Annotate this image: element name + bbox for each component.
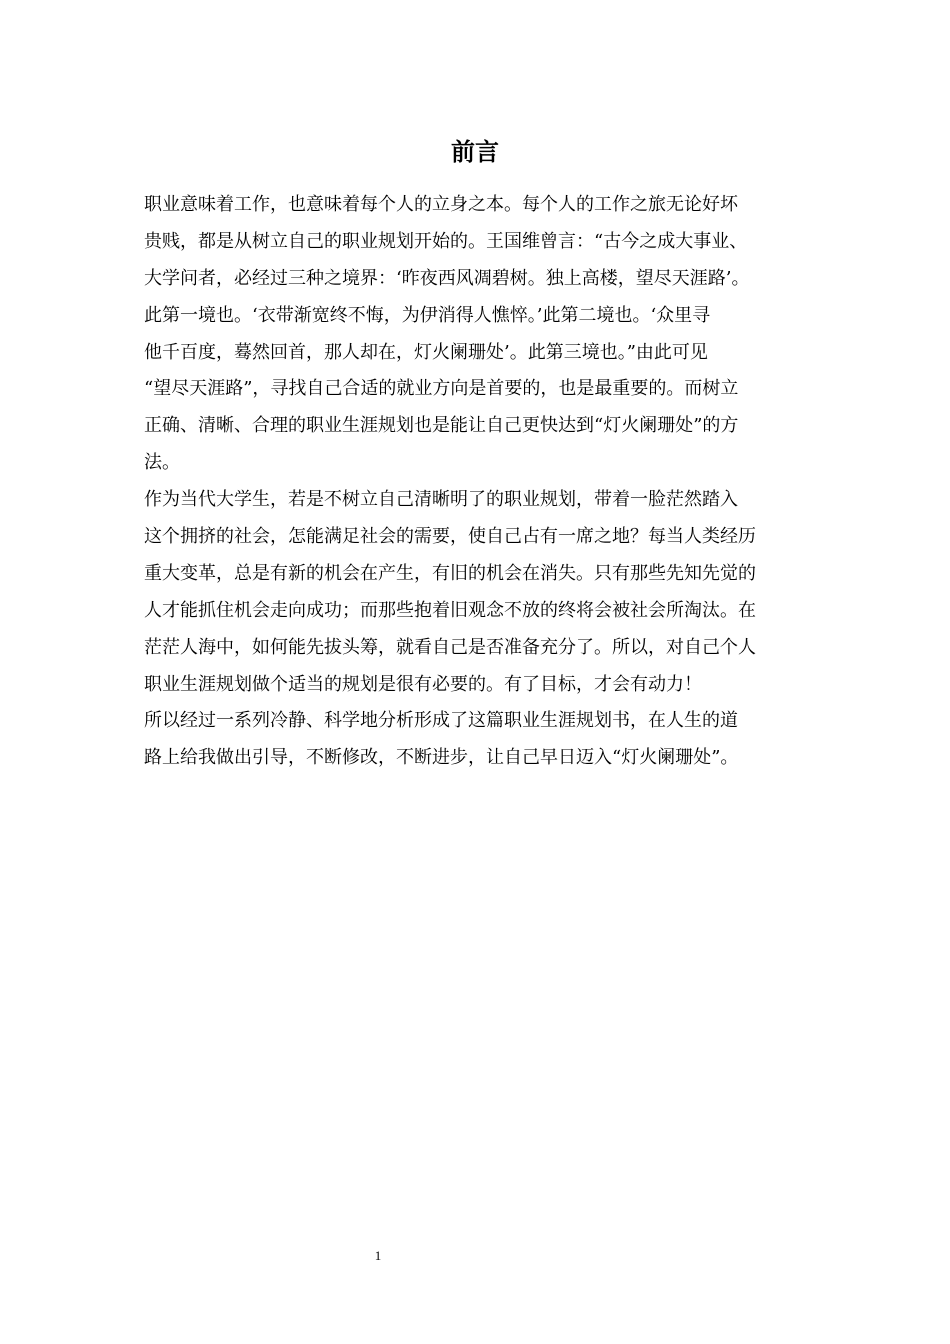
text-line: 职业生涯规划做个适当的规划是很有必要的。有了目标，才会有动力！ (144, 673, 702, 695)
body-text (144, 187, 806, 777)
text-line: 茫茫人海中，如何能先拔头筹，就看自己是否准备充分了。所以，对自己个人 (144, 636, 756, 658)
text-line: 作为当代大学生，若是不树立自己清晰明了的职业规划，带着一脸茫然踏入 (144, 489, 738, 511)
text-line: 贵贱，都是从树立自己的职业规划开始的。王国维曾言：“古今之成大事业、 (144, 230, 748, 252)
text-line: 大学问者，必经过三种之境界：‘昨夜西风凋碧树。独上高楼，望尽天涯路’。 (144, 267, 750, 289)
text-line: 人才能抓住机会走向成功；而那些抱着旧观念不放的终将会被社会所淘汰。在 (144, 599, 756, 621)
text-line: 法。 (144, 452, 180, 474)
text-line: 职业意味着工作，也意味着每个人的立身之本。每个人的工作之旅无论好坏 (144, 194, 738, 215)
page-number: 1 (374, 1248, 382, 1263)
text-line: 他千百度，蓦然回首，那人却在，灯火阑珊处’。此第三境也。”由此可见 (144, 341, 708, 363)
text-line: “望尽天涯路”，寻找自己合适的就业方向是首要的，也是最重要的。而树立 (144, 378, 739, 400)
text-line: 这个拥挤的社会，怎能满足社会的需要，使自己占有一席之地？每当人类经历 (144, 526, 756, 548)
page-title: 前言 (451, 138, 499, 166)
text-line: 路上给我做出引导，不断修改，不断进步，让自己早日迈入“灯火阑珊处”。 (144, 747, 739, 769)
text-line: 正确、清晰、合理的职业生涯规划也是能让自己更快达到“灯火阑珊处”的方 (144, 415, 739, 437)
text-line: 此第一境也。‘衣带渐宽终不悔，为伊消得人憔悴。’此第二境也。‘众里寻 (144, 304, 711, 326)
text-line: 所以经过一系列冷静、科学地分析形成了这篇职业生涯规划书，在人生的道 (144, 710, 738, 732)
text-line: 重大变革，总是有新的机会在产生，有旧的机会在消失。只有那些先知先觉的 (144, 562, 756, 584)
